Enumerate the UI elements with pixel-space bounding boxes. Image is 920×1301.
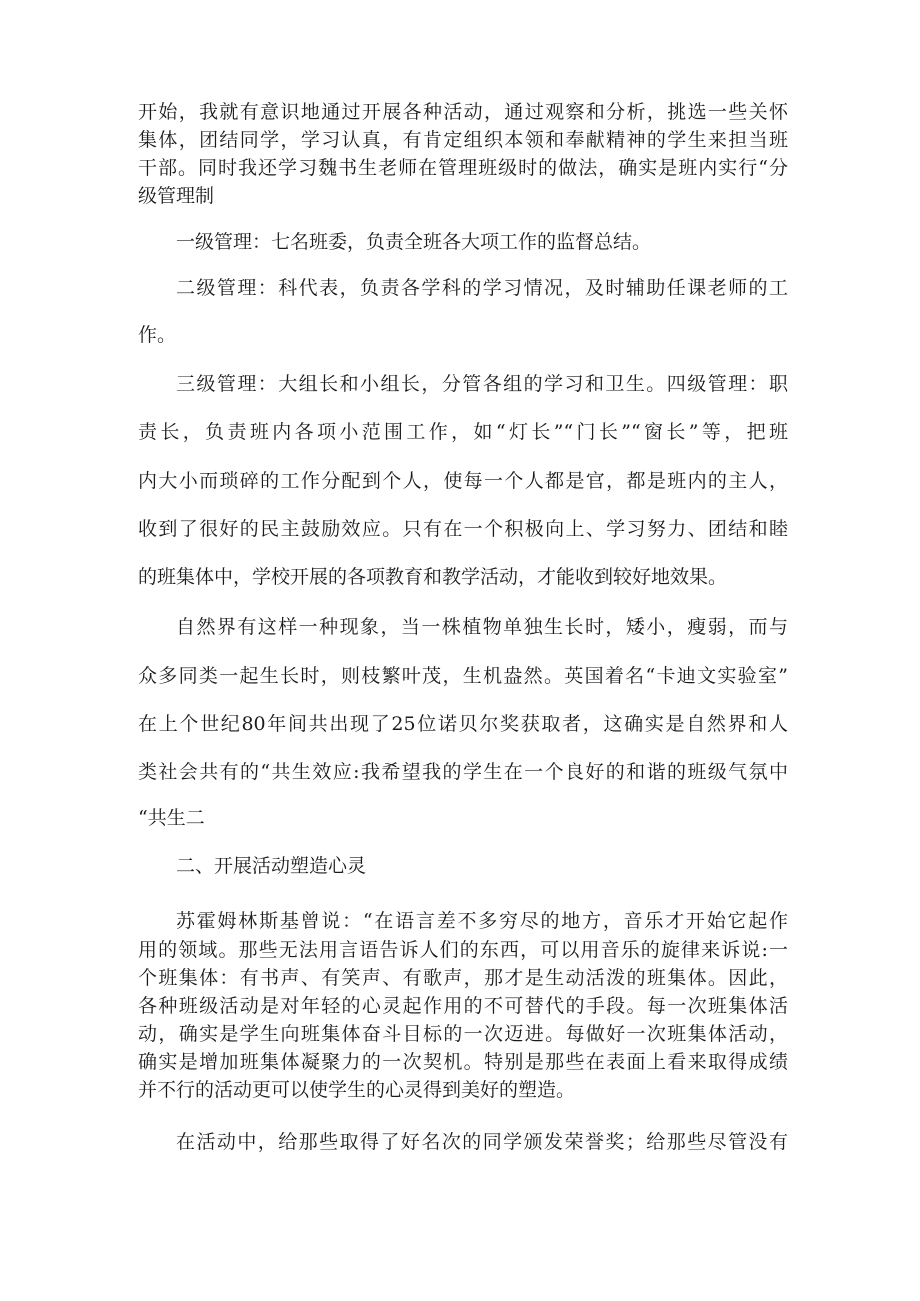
text-line: 动，确实是学生向班集体奋斗目标的一次迈进。每做好一次班集体活动，	[138, 1023, 788, 1045]
text-line: 的班集体中，学校开展的各项教育和教学活动，才能收到较好地效果。	[138, 566, 728, 588]
text-line: 三级管理：大组长和小组长，分管各组的学习和卫生。四级管理：职	[176, 373, 788, 395]
text-line: 在上个世纪80年间共出现了25位诺贝尔奖获取者，这确实是自然界和人	[138, 713, 788, 735]
text-line: 级管理制	[138, 185, 215, 207]
text-line: 个班集体：有书声、有笑声、有歌声，那才是生动活泼的班集体。因此，	[138, 967, 788, 989]
text-line: 作。	[138, 324, 177, 346]
text-line: 在活动中，给那些取得了好名次的同学颁发荣誉奖；给那些尽管没有	[176, 1131, 788, 1153]
text-line: 开始，我就有意识地通过开展各种活动，通过观察和分析，挑选一些关怀	[138, 101, 788, 123]
text-line: “共生二	[138, 807, 205, 829]
text-line: 二级管理：科代表，负责各学科的学习情况，及时辅助任课老师的工	[176, 277, 788, 299]
section-heading: 二、开展活动塑造心灵	[176, 855, 367, 877]
text-line: 并不行的活动更可以使学生的心灵得到美好的塑造。	[138, 1079, 576, 1101]
text-line: 收到了很好的民主鼓励效应。只有在一个积极向上、学习努力、团结和睦	[138, 518, 788, 540]
text-line: 责长，负责班内各项小范围工作，如“灯长”“门长”“窗长”等，把班	[138, 421, 788, 443]
text-line: 自然界有这样一种现象，当一株植物单独生长时，矮小，瘦弱，而与	[176, 616, 788, 638]
text-line: 类社会共有的“共生效应:我希望我的学生在一个良好的和谐的班级气氛中	[138, 761, 788, 783]
text-line: 集体，团结同学，学习认真，有肯定组织本领和奉献精神的学生来担当班	[138, 129, 788, 151]
text-line: 一级管理：七名班委，负责全班各大项工作的监督总结。	[176, 231, 652, 253]
text-line: 内大小而琐碎的工作分配到个人，使每一个人都是官，都是班内的主人，	[138, 470, 788, 492]
text-line: 确实是增加班集体凝聚力的一次契机。特别是那些在表面上看来取得成绩	[138, 1051, 788, 1073]
text-line: 干部。同时我还学习魏书生老师在管理班级时的做法，确实是班内实行“分	[138, 157, 788, 179]
text-line: 各种班级活动是对年轻的心灵起作用的不可替代的手段。每一次班集体活	[138, 995, 788, 1017]
text-line: 苏霍姆林斯基曾说：“在语言差不多穷尽的地方，音乐才开始它起作	[176, 910, 788, 932]
text-line: 用的领域。那些无法用言语告诉人们的东西，可以用音乐的旋律来诉说:一	[138, 939, 788, 961]
text-line: 众多同类一起生长时，则枝繁叶茂，生机盎然。英国着名“卡迪文实验室”	[138, 665, 788, 687]
